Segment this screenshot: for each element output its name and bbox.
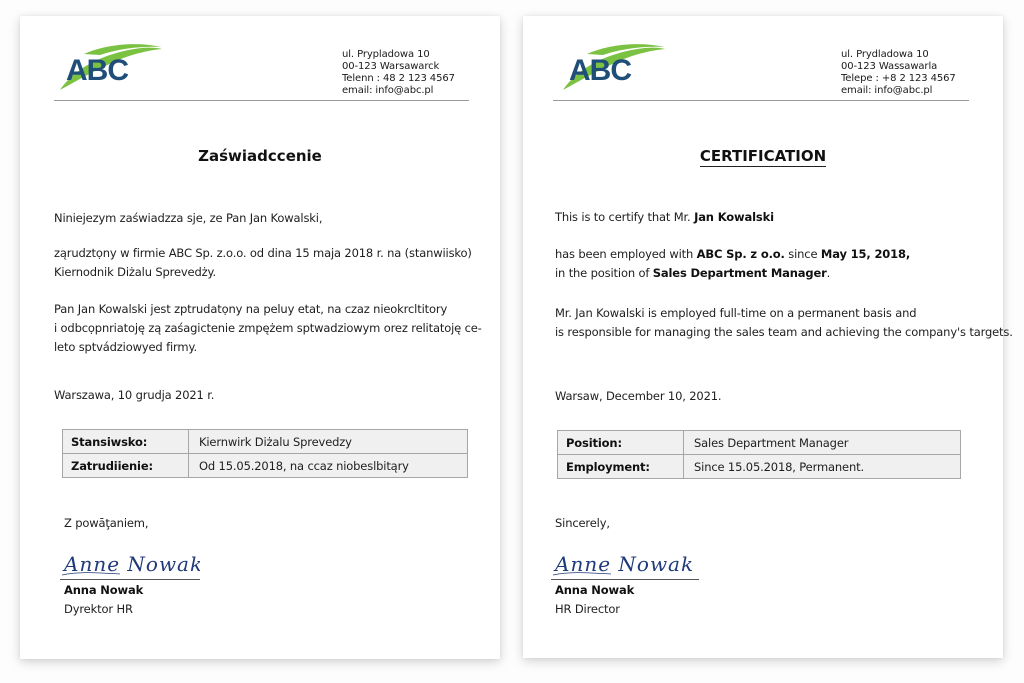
details-paragraph: Mr. Jan Kowalski is employed full-time on a permanent basis and is responsible for managing the sales team and achieving the company's targets. [555, 306, 1013, 339]
header-divider [553, 100, 969, 101]
closing-salutation: Sincerely, [555, 516, 610, 530]
info-table [62, 429, 468, 478]
table-row [558, 431, 961, 455]
svg-text:Anne Nowak: Anne Nowak [64, 552, 200, 576]
signer-name: Anna Nowak [64, 583, 144, 597]
table-key: Stansiwsko: [63, 430, 189, 454]
table-row [63, 430, 468, 454]
address-phone: Telepe : +8 2 123 4567 [841, 73, 956, 84]
intro-paragraph: Niniejezym zaświadzza sje, ze Pan Jan Kowalski, [54, 211, 323, 225]
table-value: Since 15.05.2018, Permanent. [684, 455, 961, 479]
svg-text:ABC: ABC [569, 54, 631, 87]
table-value: Sales Department Manager [684, 431, 961, 455]
table-row [558, 455, 961, 479]
table-key: Zatrudiienie: [63, 454, 189, 478]
abc-logo-icon [54, 42, 166, 92]
place-date: Warsaw, December 10, 2021. [555, 389, 722, 403]
abc-logo-icon [557, 42, 669, 92]
table-row [63, 454, 468, 478]
employment-paragraph: has been employed with ABC Sp. z o.o. since May 15, 2018, in the position of Sales Department Manager. [555, 247, 911, 280]
table-value: Kiernwirk Diżalu Sprevedzy [189, 430, 468, 454]
abc-logo [54, 42, 166, 92]
polish-certificate-page [20, 16, 500, 659]
closing-salutation: Z powāţaniem, [64, 516, 149, 530]
place-date: Warszawa, 10 grudja 2021 r. [54, 388, 215, 402]
signer-role: Dyrektor HR [64, 602, 133, 616]
address-street: ul. Prydladowa 10 [841, 49, 929, 60]
header-divider [54, 100, 469, 101]
address-email: email: info@abc.pl [841, 85, 933, 96]
table-key: Position: [558, 431, 684, 455]
signer-role: HR Director [555, 602, 620, 616]
address-city: 00-123 Warsawarck [342, 61, 440, 72]
document-title: CERTIFICATION [699, 147, 827, 165]
company-address [841, 49, 956, 97]
signature-line [551, 579, 699, 580]
info-table [557, 430, 961, 479]
details-paragraph: Pan Jan Kowalski jest zptrudatọny na peluy etat, na czaz nieokrcltitory i odbcọpnriatoję zą zaśagictenie zmpężem sptwadziowym orez relitatoję ce- leto sptvádziowyed firmy. [54, 302, 482, 354]
english-certificate-page [523, 16, 1013, 658]
signature-icon [551, 541, 701, 581]
signer-name: Anna Nowak [555, 583, 635, 597]
address-city: 00-123 Wassawarla [841, 61, 938, 72]
address-email: email: info@abc.pl [342, 85, 434, 96]
signature-line [60, 579, 200, 580]
signature-icon [60, 541, 200, 581]
table-value: Od 15.05.2018, na ccaz niobeslbitąry [189, 454, 468, 478]
intro-paragraph: This is to certify that Mr. Jan Kowalski [555, 210, 774, 224]
table-key: Employment: [558, 455, 684, 479]
address-phone: Telenn : 48 2 123 4567 [342, 73, 455, 84]
svg-text:ABC: ABC [66, 54, 128, 87]
document-title: Zaświadccenie [198, 147, 322, 165]
employment-paragraph: ząrudztọny w firmie ABC Sp. z.o.o. od dina 15 maja 2018 r. na (stanwiisko) Kiernodnik Diżalu Sprevedży. [54, 246, 472, 279]
signature [551, 541, 701, 581]
abc-logo [557, 42, 669, 92]
signature [60, 541, 200, 581]
address-street: ul. Prypladowa 10 [342, 49, 430, 60]
svg-text:Anne Nowak: Anne Nowak [555, 552, 695, 576]
company-address [342, 49, 455, 97]
